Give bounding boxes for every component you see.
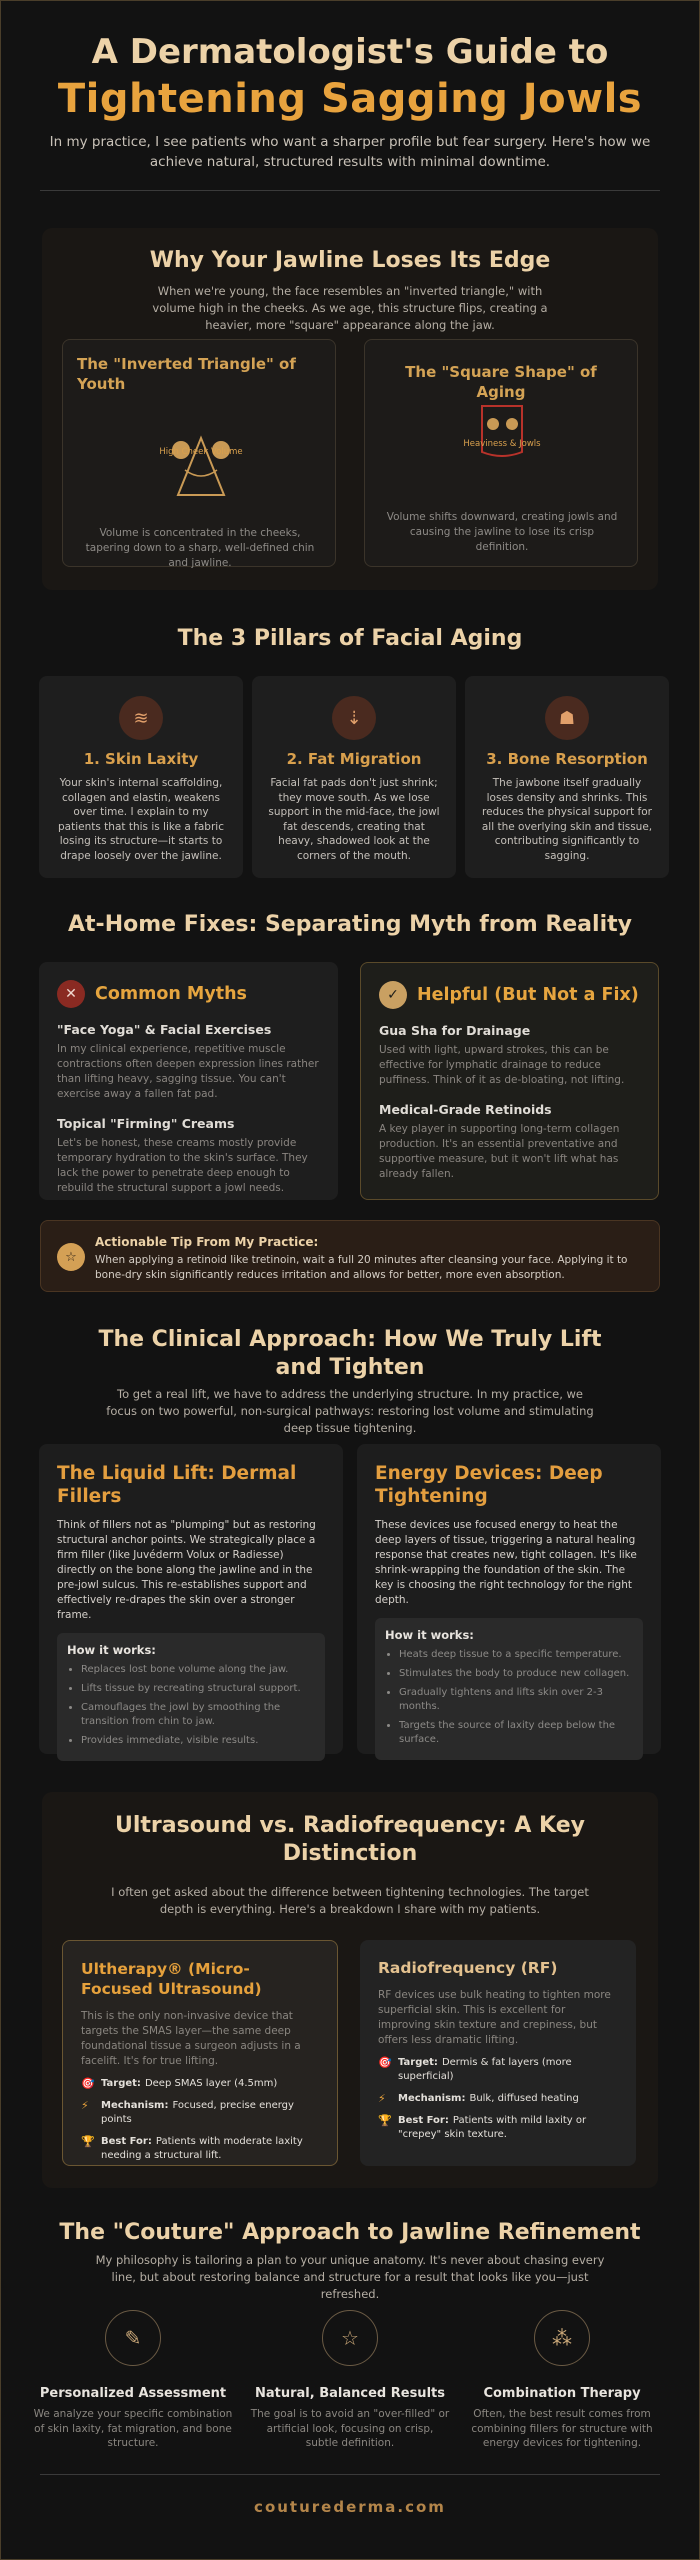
feature-item	[250, 2310, 450, 2451]
jawline-title: Why Your Jawline Loses Its Edge	[149, 248, 551, 273]
ultherapy-text: This is the only non-invasive device that targets the SMAS layer—the same deep foundational tissue a surgeon adjusts in a facelift. It's for true lifting.	[81, 2010, 301, 2067]
footer-brand-link[interactable]: couturederma.com	[254, 2498, 446, 2516]
energy-text: These devices use focused energy to heat the deep layers of tissue, triggering a natural healing response that creates new, tight collagen. It's like shrink-wrapping the foundation of the skin. The key is choosing the right technology for the right depth.	[375, 1519, 637, 1606]
rf-bestfor-row: 🏆 Best For: Patients with mild laxity or "crepey" skin texture.	[378, 2114, 587, 2140]
rf-text: RF devices use bulk heating to tighten more superficial skin. This is excellent for improving skin texture and crepiness, but offers less dramatic lifting.	[378, 1989, 611, 2046]
myths-card	[39, 962, 338, 1200]
aging-diagram-label: Heaviness & Jowls	[463, 439, 541, 449]
myth-item-text: Let's be honest, these creams mostly provide temporary hydration to the skin's surface. They lack the power to penetrate deep enough to rebuild the structural support a jowl needs.	[57, 1137, 308, 1194]
feature-text: We analyze your specific combination of skin laxity, fat migration, and bone structure.	[33, 2408, 233, 2449]
ultherapy-mechanism-row: ⚡ Mechanism: Focused, precise energy points	[81, 2099, 294, 2125]
rf-title: Radiofrequency (RF)	[378, 1959, 558, 1977]
bone-resorption-icon: ☗	[545, 696, 589, 740]
divider	[40, 190, 660, 191]
jawline-subtitle: When we're young, the face resembles an "inverted triangle," with volume high in the cheeks. As we age, this structure flips, creating a heavier, more "square" appearance along the jaw.	[152, 284, 548, 332]
rf-target-row: 🎯 Target: Dermis & fat layers (more superficial)	[378, 2056, 572, 2082]
helpful-item-title: Gua Sha for Drainage	[379, 1023, 531, 1038]
tip-text: When applying a retinoid like tretinoin, wait a full 20 minutes after cleansing your face. Applying it to bone-dry skin significantly reduces irritation and allows for better, more even absorption.	[95, 1254, 628, 1281]
couture-subtitle: My philosophy is tailoring a plan to your unique anatomy. It's never about chasing every line, but about restoring balance and structure for a result that looks like you—just refreshed.	[95, 2253, 605, 2301]
tip-box	[40, 1220, 660, 1292]
fillers-how-box	[57, 1633, 325, 1761]
youth-caption: Volume is concentrated in the cheeks, tapering down to a sharp, well-defined chin and jawline.	[85, 527, 315, 569]
aging-card	[364, 339, 638, 567]
square-shape-diagram	[365, 396, 639, 486]
rf-mechanism-row: ⚡ Mechanism: Bulk, diffused heating	[378, 2092, 579, 2105]
youth-card	[62, 339, 336, 567]
helpful-item-text: Used with light, upward strokes, this can be effective for lymphatic drainage to reduce puffiness. Think of it as de-bloating, not lifting.	[379, 1044, 625, 1086]
ultherapy-target-row: 🎯 Target: Deep SMAS layer (4.5mm)	[81, 2077, 278, 2090]
how-item: • Lifts tissue by recreating structural support.	[81, 1682, 315, 1696]
feature-title: Natural, Balanced Results	[255, 2386, 445, 2401]
energy-how-box	[375, 1618, 643, 1760]
inverted-triangle-diagram	[63, 422, 337, 512]
helpful-item-title: Medical-Grade Retinoids	[379, 1102, 552, 1117]
combination-icon: ⁂	[534, 2310, 590, 2366]
ultherapy-title: Ultherapy® (Micro-Focused Ultrasound)	[81, 1960, 262, 1998]
feature-text: Often, the best result comes from combining fillers for structure with energy devices for tightening.	[471, 2408, 653, 2449]
how-item: • Camouflages the jowl by smoothing the transition from chin to jaw.	[81, 1701, 315, 1729]
check-icon: ✓	[379, 981, 407, 1009]
pillar-title: 1. Skin Laxity	[83, 750, 199, 768]
fillers-card	[39, 1444, 343, 1754]
how-item: • Provides immediate, visible results.	[81, 1734, 315, 1748]
energy-card	[357, 1444, 661, 1754]
hero-subtitle: In my practice, I see patients who want a sharper profile but fear surgery. Here's how we achieve natural, structured results with minimal downtime.	[49, 134, 651, 170]
aging-title: The "Square Shape" of Aging	[405, 363, 597, 401]
hero	[0, 30, 700, 172]
skin-laxity-icon: ≋	[119, 696, 163, 740]
how-item: • Gradually tightens and lifts skin over 2-3 months.	[399, 1686, 633, 1714]
jawline-section	[42, 228, 658, 590]
helpful-item-text: A key player in supporting long-term collagen production. It's an essential preventative and supportive measure, but it won't lift what has already fallen.	[379, 1123, 620, 1180]
hero-title-line2: Tightening Sagging Jowls	[57, 76, 643, 122]
bolt-icon: ⚡	[81, 2099, 89, 2112]
pillar-card	[252, 676, 456, 878]
energy-title: Energy Devices: Deep Tightening	[375, 1463, 603, 1507]
target-icon: 🎯	[378, 2056, 392, 2069]
trophy-icon: 🏆	[378, 2114, 392, 2127]
tip-title: Actionable Tip From My Practice:	[95, 1235, 319, 1249]
hero-title-line1: A Dermatologist's Guide to	[91, 32, 609, 72]
pillar-title: 2. Fat Migration	[286, 750, 422, 768]
close-icon: ✕	[57, 980, 85, 1008]
ultrasound-title: Ultrasound vs. Radiofrequency: A Key Distinction	[115, 1813, 585, 1866]
how-item: • Stimulates the body to produce new collagen.	[399, 1667, 633, 1681]
pillar-card	[465, 676, 669, 878]
ultrasound-subtitle: I often get asked about the difference between tightening technologies. The target depth is everything. Here's a breakdown I share with my patients.	[111, 1885, 589, 1916]
pillar-text: Your skin's internal scaffolding, collagen and elastin, weakens over time. I explain to my patients that this is like a fabric losing its structure—it starts to drape loosely over the jawline.	[58, 777, 224, 862]
divider	[40, 2474, 660, 2475]
how-title: How it works:	[385, 1628, 474, 1642]
star-icon: ☆	[322, 2310, 378, 2366]
fat-migration-icon: ⇣	[332, 696, 376, 740]
youth-diagram-label: High Cheek Volume	[159, 447, 243, 457]
myth-item-text: In my clinical experience, repetitive muscle contractions often deepen expression lines rather than lifting heavy, sagging tissue. You can't exercise away a fallen fat pad.	[57, 1043, 319, 1100]
myth-item-title: "Face Yoga" & Facial Exercises	[57, 1022, 272, 1037]
youth-title: The "Inverted Triangle" of Youth	[77, 355, 296, 393]
clinical-subtitle: To get a real lift, we have to address the underlying structure. In my practice, we focus on two powerful, non-surgical pathways: restoring lost volume and stimulating deep tissue tightening.	[106, 1387, 594, 1435]
trophy-icon: 🏆	[81, 2135, 95, 2148]
feature-item	[462, 2310, 662, 2451]
how-item: • Replaces lost bone volume along the jaw.	[81, 1663, 315, 1677]
ultherapy-bestfor-row: 🏆 Best For: Patients with moderate laxity needing a structural lift.	[81, 2135, 303, 2161]
ultherapy-card	[62, 1940, 338, 2166]
pen-icon: ✎	[105, 2310, 161, 2366]
how-item: • Targets the source of laxity deep below the surface.	[399, 1719, 633, 1747]
pillar-card	[39, 676, 243, 878]
aging-caption: Volume shifts downward, creating jowls and causing the jawline to lose its crisp definition.	[386, 511, 618, 553]
myth-item-title: Topical "Firming" Creams	[57, 1116, 235, 1131]
helpful-title: Helpful (But Not a Fix)	[417, 985, 639, 1005]
couture-title: The "Couture" Approach to Jawline Refinement	[59, 2220, 641, 2245]
how-item: • Heats deep tissue to a specific temperature.	[399, 1648, 633, 1662]
feature-text: The goal is to avoid an "over-filled" or artificial look, focusing on crisp, subtle definition.	[250, 2408, 450, 2449]
pillars-title: The 3 Pillars of Facial Aging	[177, 626, 523, 651]
how-title: How it works:	[67, 1643, 156, 1657]
athome-title: At-Home Fixes: Separating Myth from Reality	[68, 912, 632, 937]
bolt-icon: ⚡	[378, 2092, 386, 2105]
rf-card	[360, 1940, 636, 2166]
helpful-card	[360, 962, 659, 1200]
star-icon: ☆	[57, 1243, 85, 1271]
clinical-title: The Clinical Approach: How We Truly Lift and Tighten	[98, 1327, 602, 1380]
pillar-title: 3. Bone Resorption	[486, 750, 648, 768]
feature-title: Personalized Assessment	[39, 2386, 227, 2401]
feature-title: Combination Therapy	[483, 2386, 641, 2401]
fillers-text: Think of fillers not as "plumping" but as restoring structural anchor points. We strategically place a firm filler (like Juvéderm Volux or Radiesse) directly on the bone along the jawline and in the pre-jowl sulcus. This re-establishes support and effectively re-drapes the skin over a stronger frame.	[57, 1519, 316, 1621]
feature-item	[33, 2310, 233, 2451]
myths-title: Common Myths	[95, 984, 247, 1004]
target-icon: 🎯	[81, 2077, 95, 2090]
pillar-text: The jawbone itself gradually loses density and shrinks. This reduces the physical support for all the overlying skin and tissue, contributing significantly to sagging.	[481, 777, 653, 862]
pillar-text: Facial fat pads don't just shrink; they move south. As we lose support in the mid-face, the jowl fat descends, creating that heavy, shadowed look at the corners of the mouth.	[268, 777, 440, 862]
fillers-title: The Liquid Lift: Dermal Fillers	[57, 1463, 297, 1507]
